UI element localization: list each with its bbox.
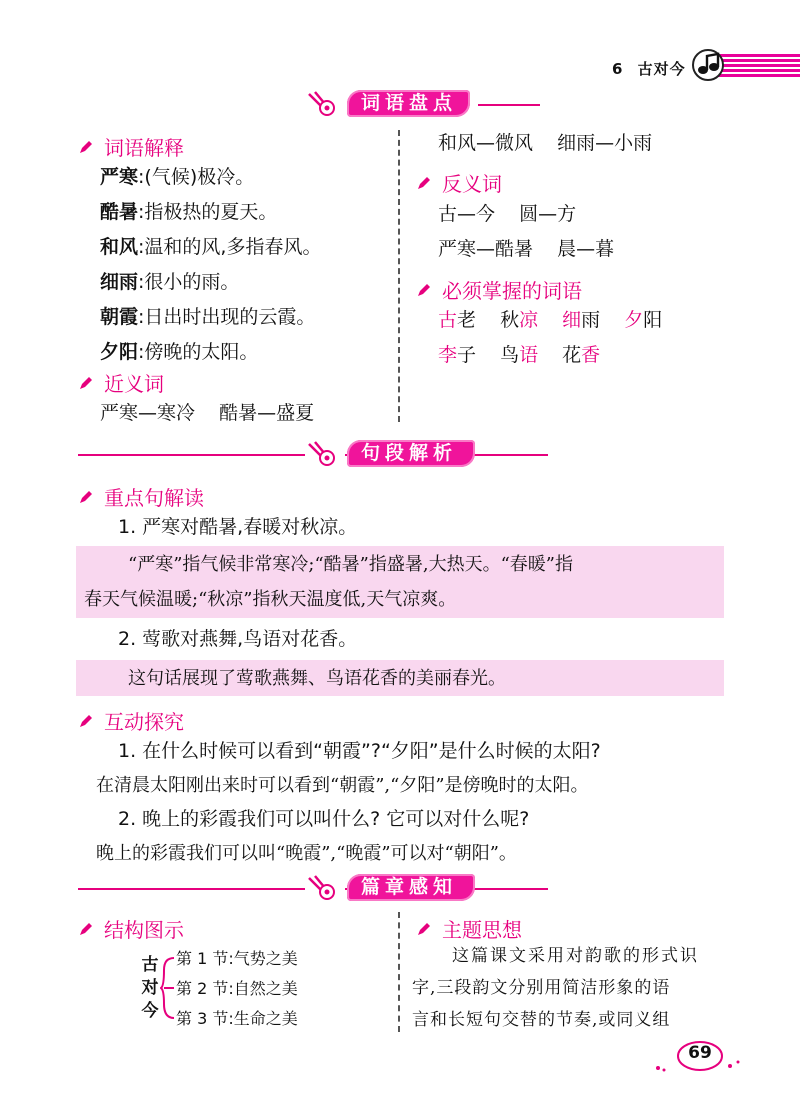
tree-branch: 第 3 节:生命之美 [176, 1009, 298, 1028]
heading-antonyms [416, 168, 502, 197]
section-banner-analysis [305, 438, 475, 468]
word-char: 花 [562, 344, 582, 366]
tree-branch: 第 2 节:自然之美 [176, 979, 298, 998]
pencil-icon [416, 175, 432, 191]
tree-branches [176, 944, 298, 1034]
column-divider [398, 130, 400, 422]
root-char: 对 [141, 978, 159, 998]
tree-root [138, 954, 162, 1023]
word-char: 秋 [500, 309, 520, 331]
section-title: 句段解析 [347, 440, 475, 467]
pencil-icon [416, 282, 432, 298]
chapter-number: 6 [612, 60, 624, 78]
heading-theme [416, 914, 522, 943]
flower-decoration-icon [305, 872, 345, 902]
heading-must-master [416, 275, 582, 304]
pencil-icon [416, 921, 432, 937]
answer-2: 晚上的彩霞我们可以叫“晚霞”,“晚霞”可以对“朝阳”。 [96, 843, 517, 864]
section-title: 词语盘点 [347, 90, 470, 117]
term: 和风 [100, 236, 139, 258]
heading-text: 反义词 [442, 172, 502, 196]
explanation-line: 春天气候温暖;“秋凉”指秋天温度低,天气凉爽。 [84, 589, 457, 610]
definition: :(气候)极冷。 [138, 166, 255, 188]
term: 细雨 [100, 271, 139, 293]
definition: :日出时出现的云霞。 [138, 306, 316, 328]
term: 朝霞 [100, 306, 139, 328]
chapter-label [612, 58, 686, 79]
definition: :指极热的夏天。 [138, 201, 278, 223]
flower-decoration-icon [305, 88, 345, 118]
word-char: 香 [581, 344, 601, 366]
section-banner-vocab [305, 88, 470, 118]
pencil-icon [78, 489, 94, 505]
heading-key-sentences [78, 482, 204, 511]
word-char: 凉 [519, 309, 539, 331]
tree-branch: 第 1 节:气势之美 [176, 949, 298, 968]
definition: :很小的雨。 [138, 271, 240, 293]
term: 酷暑 [100, 201, 139, 223]
word-char: 子 [457, 344, 477, 366]
heading-text: 结构图示 [104, 918, 184, 942]
word-char: 古 [438, 309, 458, 331]
term: 严寒 [100, 166, 139, 188]
paragraph-line: 言和长短句交替的节奏,或同义组 [412, 1010, 671, 1030]
section-banner-overview [305, 872, 475, 902]
pencil-icon [78, 713, 94, 729]
explanation-box-1 [76, 546, 724, 618]
pencil-icon [78, 921, 94, 937]
answer-1: 在清晨太阳刚出来时可以看到“朝霞”,“夕阳”是傍晚时的太阳。 [96, 775, 589, 796]
banner-line [478, 104, 540, 106]
definition: :温和的风,多指春风。 [138, 236, 322, 258]
key-sentence-2: 2. 莺歌对燕舞,鸟语对花香。 [118, 628, 358, 650]
word-char: 李 [438, 344, 458, 366]
theme-paragraph [412, 940, 724, 1036]
chapter-title: 古对今 [637, 60, 686, 78]
heading-synonyms [78, 368, 164, 397]
word-char: 老 [457, 309, 477, 331]
definition-list [100, 160, 321, 370]
column-divider [398, 912, 400, 1032]
music-note-icon [690, 48, 726, 82]
page-number: 69 [688, 1043, 712, 1063]
pencil-icon [78, 375, 94, 391]
explanation-box-2 [76, 660, 724, 696]
antonym-line-1: 古—今 圆—方 [438, 203, 577, 225]
pencil-icon [78, 139, 94, 155]
heading-text: 必须掌握的词语 [442, 279, 582, 303]
explanation-line: 这句话展现了莺歌燕舞、鸟语花香的美丽春光。 [128, 668, 506, 689]
heading-text: 近义词 [104, 372, 164, 396]
words-row-1 [438, 303, 662, 338]
definition: :傍晚的太阳。 [138, 341, 259, 363]
paragraph-line: 这篇课文采用对韵歌的形式识 [452, 946, 699, 966]
words-row-2 [438, 338, 600, 373]
word-char: 语 [519, 344, 539, 366]
word-char: 鸟 [500, 344, 520, 366]
question-1: 1. 在什么时候可以看到“朝霞”?“夕阳”是什么时候的太阳? [118, 740, 601, 762]
heading-interactive [78, 706, 184, 735]
paragraph-line: 字,三段韵文分别用简洁形象的语 [412, 978, 671, 998]
word-char: 夕 [624, 309, 644, 331]
heading-text: 重点句解读 [104, 486, 204, 510]
synonym-line: 严寒—寒冷 酷暑—盛夏 [100, 402, 315, 424]
root-char: 古 [141, 955, 159, 975]
word-char: 雨 [581, 309, 601, 331]
page-number-badge [650, 1040, 750, 1076]
heading-structure [78, 914, 184, 943]
flower-decoration-icon [305, 438, 345, 468]
tree-brace [160, 948, 176, 1028]
question-2: 2. 晚上的彩霞我们可以叫什么? 它可以对什么呢? [118, 808, 530, 830]
heading-word-explanation [78, 132, 184, 161]
key-sentence-1: 1. 严寒对酷暑,春暖对秋凉。 [118, 516, 358, 538]
heading-text: 词语解释 [104, 136, 184, 160]
heading-text: 互动探究 [104, 710, 184, 734]
root-char: 今 [141, 1001, 159, 1021]
explanation-line: “严寒”指气候非常寒冷;“酷暑”指盛暑,大热天。“春暖”指 [128, 554, 573, 575]
term: 夕阳 [100, 341, 139, 363]
word-char: 细 [562, 309, 582, 331]
synonym-line-2: 和风—微风 细雨—小雨 [438, 132, 653, 154]
heading-text: 主题思想 [442, 918, 522, 942]
word-char: 阳 [643, 309, 663, 331]
section-title: 篇章感知 [347, 874, 475, 901]
antonym-line-2: 严寒—酷暑 晨—暮 [438, 238, 615, 260]
